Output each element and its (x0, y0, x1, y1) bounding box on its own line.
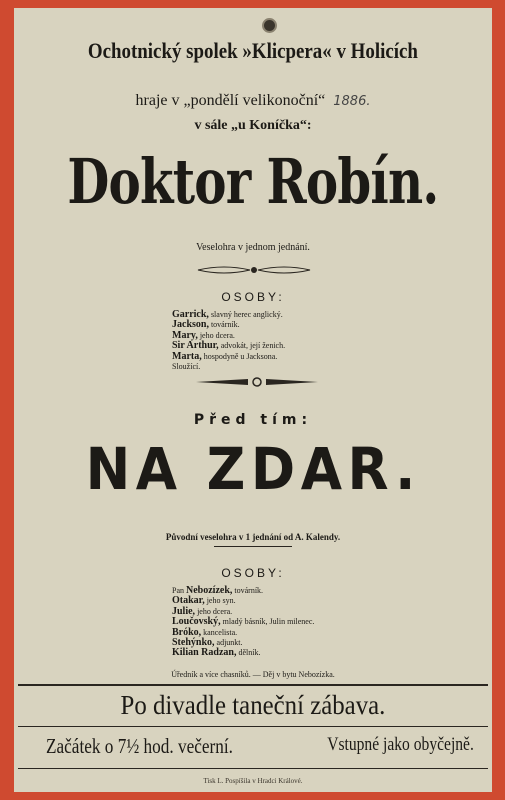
cast-member: Bróko, kancelista. (172, 626, 238, 638)
cast-member: Julie, jeho dcera. (172, 605, 233, 617)
rule (18, 684, 488, 686)
performance-date-line: hraje v „pondělí velikonoční“ 1886. (135, 92, 371, 109)
play1-title: Doktor Robín. (67, 145, 439, 218)
venue-line: v sále „u Koníčka“: (194, 118, 312, 133)
cast-member: Garrick, slavný herec anglický. (172, 309, 283, 320)
cast-member: Otakar, jeho syn. (172, 595, 236, 607)
handwritten-year: 1886. (333, 94, 371, 109)
cast-member: Loučovský, mladý básník, Julin milenec. (172, 616, 315, 628)
cast-member: Sir Arthur, advokát, její ženich. (172, 340, 286, 352)
play1-cast-list (172, 310, 285, 372)
play2-cast-list (172, 586, 314, 659)
entry-fee: Vstupné jako obyčejně. (327, 734, 474, 755)
society-name: Ochotnický spolek »Klicpera« v Holicích (87, 38, 419, 63)
play1-cast-heading: OSOBY: (221, 290, 285, 304)
play2-cast-heading: OSOBY: (221, 566, 285, 580)
play2-subtitle: Původní veselohra v 1 jednání od A. Kalendy. (165, 532, 341, 542)
play1-subtitle: Veselohra v jednom jednání. (196, 242, 310, 253)
cast-member: Mary, jeho dcera. (172, 329, 235, 341)
printer-credit: Tisk L. Pospíšila v Hradci Králové. (203, 777, 303, 785)
cast-member: Kilian Radzan, dělník. (172, 647, 261, 659)
cast-member: Marta, hospodyně u Jacksona. (172, 350, 278, 362)
cast-member: Stehýnko, adjunkt. (172, 637, 243, 649)
pin-hole (262, 18, 277, 33)
playbill-poster (14, 8, 492, 792)
ornament-divider (194, 264, 314, 276)
ornament-divider (194, 376, 320, 388)
play2-title: NA ZDAR. (85, 435, 421, 503)
before-label: Před tím: (193, 412, 313, 428)
rule (18, 726, 488, 727)
cast-member: Pan Nebozízek, továrník. (172, 585, 264, 596)
dance-announcement: Po divadle taneční zábava. (120, 690, 386, 720)
start-time: Začátek o 7½ hod. večerní. (46, 734, 233, 758)
cast-member: Jackson, továrník. (172, 319, 240, 331)
cast-member: Sloužící. (172, 362, 201, 372)
rule (18, 768, 488, 769)
play2-setting: Úředník a více chasníků. — Děj v bytu Nebozízka. (171, 670, 335, 679)
short-rule (214, 546, 292, 547)
